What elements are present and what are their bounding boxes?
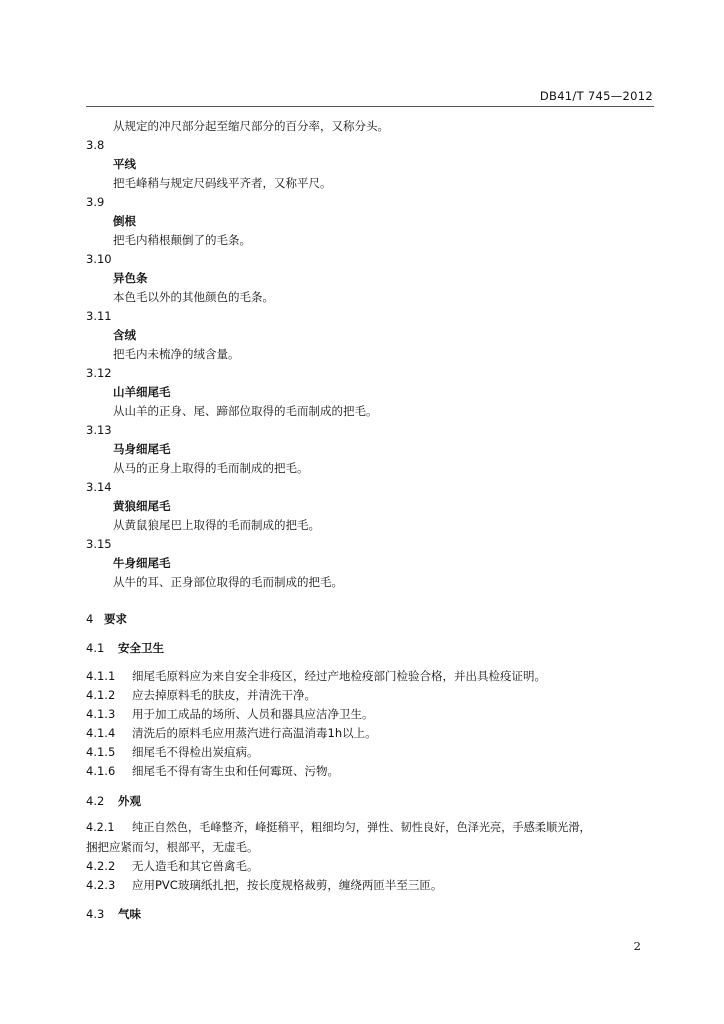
item-number: 4.2.1: [86, 821, 115, 834]
item-text: 纯正自然色，毛峰整齐，峰挺稍平，粗细均匀，弹性、韧性良好，色泽光亮，手感柔顺光滑，: [132, 821, 591, 834]
item-text: 细尾毛不得检出炭疽病。: [132, 745, 259, 759]
term-title: 山羊细尾毛: [113, 385, 171, 399]
item-number: 4.1.1: [86, 669, 116, 683]
term-title: 平线: [113, 157, 136, 171]
item-number: 4.2.2: [86, 859, 116, 873]
subsection-title: 安全卫生: [118, 641, 164, 655]
term-definition: 把毛内未梳净的绒含量。: [113, 347, 240, 361]
term-title: 黄狼细尾毛: [113, 499, 171, 513]
item-number: 4.2.3: [86, 878, 116, 892]
term-definition: 从马的正身上取得的毛而制成的把毛。: [113, 461, 309, 475]
requirement-item: [86, 687, 316, 703]
term-definition: 从山羊的正身、尾、蹄部位取得的毛而制成的把毛。: [113, 404, 378, 418]
subsection-heading: [86, 793, 141, 809]
term-title: 含绒: [113, 328, 136, 342]
requirement-item: [86, 820, 591, 836]
term-definition: 把毛内稍根颠倒了的毛条。: [113, 233, 251, 247]
requirement-item: [86, 877, 442, 893]
item-number: 4.1.4: [86, 726, 116, 740]
subsection-number: 4.2: [86, 794, 105, 808]
item-text: 细尾毛原料应为来自安全非疫区，经过产地检疫部门检验合格，并出具检疫证明。: [132, 669, 546, 683]
term-title: 倒根: [113, 214, 136, 228]
term-number: 3.13: [86, 423, 112, 437]
subsection-number: 4.3: [86, 907, 105, 921]
subsection-heading: [86, 640, 164, 656]
term-number: 3.14: [86, 480, 112, 494]
requirement-item: [86, 668, 546, 684]
item-text: 应去掉原料毛的肤皮，并清洗干净。: [132, 688, 316, 702]
term-definition: 本色毛以外的其他颜色的毛条。: [113, 290, 274, 304]
subsection-title: 外观: [118, 794, 141, 808]
subsection-number: 4.1: [86, 641, 105, 655]
item-continuation: 捆把应紧而匀，根部平，无虚毛。: [86, 840, 259, 854]
term-title: 异色条: [113, 271, 148, 285]
item-number: 4.1.3: [86, 707, 116, 721]
term-number: 3.8: [86, 138, 105, 152]
term-number: 3.12: [86, 366, 112, 380]
requirement-item: [86, 706, 374, 722]
item-text: 细尾毛不得有寄生虫和任何霉斑、污物。: [132, 764, 339, 778]
item-number: 4.1.6: [86, 764, 116, 778]
subsection-title: 气味: [118, 907, 141, 921]
page-number: 2: [633, 939, 641, 953]
term-number: 3.9: [86, 195, 105, 209]
requirement-item: [86, 858, 259, 874]
term-definition: 从黄鼠狼尾巴上取得的毛而制成的把毛。: [113, 518, 320, 532]
requirement-item: [86, 744, 259, 760]
header-rule: [86, 106, 654, 107]
requirement-item: [86, 763, 339, 779]
term-definition: 从牛的耳、正身部位取得的毛而制成的把毛。: [113, 575, 343, 589]
item-text: 无人造毛和其它兽禽毛。: [132, 859, 259, 873]
standard-code: DB41/T 745—2012: [539, 89, 653, 103]
section-title: 要求: [104, 612, 127, 626]
item-text: 清洗后的原料毛应用蒸汽进行高温消毒1h以上。: [132, 726, 377, 740]
term-definition: 把毛峰稍与规定尺码线平齐者，又称平尺。: [113, 176, 332, 190]
item-text: 应用PVC玻璃纸扎把，按长度规格裁剪，缠绕两匝半至三匝。: [132, 878, 443, 892]
item-text: 用于加工成品的场所、人员和器具应洁净卫生。: [132, 707, 374, 721]
item-number: 4.1.2: [86, 688, 116, 702]
term-number: 3.10: [86, 252, 112, 266]
subsection-heading: [86, 906, 141, 922]
term-number: 3.11: [86, 309, 112, 323]
term-title: 马身细尾毛: [113, 442, 171, 456]
section-number: 4: [86, 612, 94, 626]
definition-continuation: 从规定的冲尺部分起至缩尺部分的百分率，又称分头。: [113, 119, 389, 133]
requirement-item: [86, 725, 377, 741]
term-title: 牛身细尾毛: [113, 556, 171, 570]
section-heading: [86, 611, 127, 627]
item-number: 4.1.5: [86, 745, 116, 759]
term-number: 3.15: [86, 537, 112, 551]
